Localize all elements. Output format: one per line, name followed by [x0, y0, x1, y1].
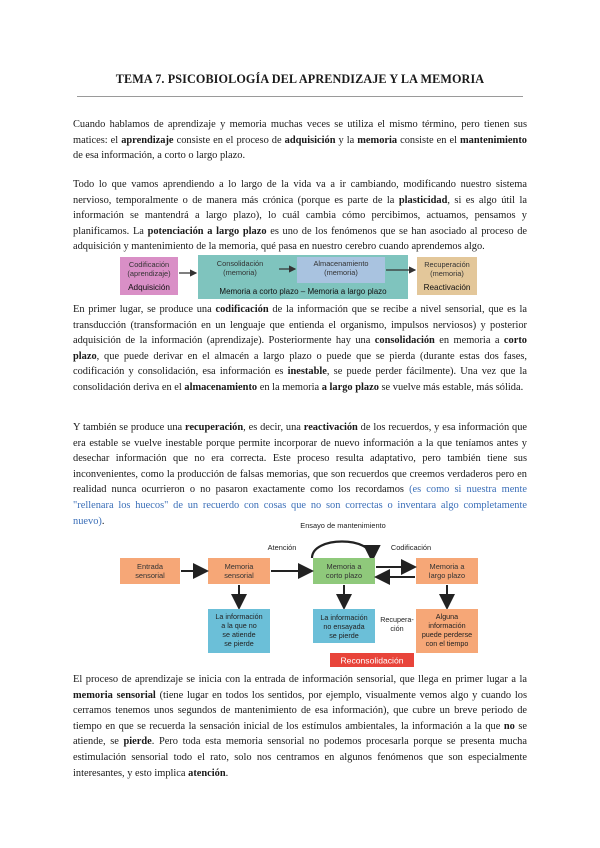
lost2-l3: se pierde: [329, 631, 359, 640]
codificacion2-label: Codificación: [390, 543, 432, 552]
lost2-l1: La información: [320, 613, 368, 622]
memory-stages-diagram: [0, 253, 600, 299]
lost3-l2: información: [428, 621, 466, 630]
ms-label1: Memoria: [224, 562, 254, 571]
lost2-l2: no ensayada: [323, 622, 365, 631]
lost1-l4: se pierde: [224, 639, 254, 648]
consolidacion-memoria-label: (memoria): [223, 268, 257, 277]
paragraph-codificacion: En primer lugar, se produce una codificación de la información que se recibe a nivel sensorial, que es la transducción (transformación en un lenguaje que entienda el organismo, impulsos nerviosos) y posterior adquisición de la información (aprendizaje). Posteriormente hay una consolidación en memoria a corto plazo, que puede derivar en el almacén a largo plazo o puede que se pierda (durante estas dos fases, codificación y consolidación, esa información es inestable, se puede perder fácilmente). Una vez que la consolidación deriva en el almacenamiento en la memoria a largo plazo se vuelve más estable, más sólida.: [73, 304, 528, 393]
recuperacion-label: Recuperación: [424, 260, 470, 269]
mcp-label1: Memoria a: [326, 562, 362, 571]
lost1-l3: se atiende: [222, 630, 256, 639]
mlp-label2: largo plazo: [428, 571, 466, 580]
ensayo-loop-arrow: [312, 542, 372, 559]
paragraph-memoria-sensorial: El proceso de aprendizaje se inicia con la entrada de información sensorial, que llega en primer lugar a la memoria sensorial (tiene lugar en todos los sentidos, por ejemplo, visualmente vemos algo y cuando los cerramos tenemos unos segundos de mantenimiento de esa información), que cubre un breve periodo de tiempo en que se recuerda la sensación inicial de los estímulos ambientales, la información a la que no se atiende, se pierde. Pero toda esta memoria sensorial no podemos procesarla porque se presenta mucha estimulación sensorial todo el rato, solo nos centramos en algunos fenómenos que son especialmente interesantes, y esto implica atención.: [73, 674, 528, 779]
mlp-label1: Memoria a: [429, 562, 465, 571]
lost1-l1: La información: [215, 612, 263, 621]
ensayo-label: Ensayo de mantenimiento: [300, 522, 386, 530]
adquisicion-label: Adquisición: [128, 283, 170, 292]
page-title: TEMA 7. PSICOBIOLOGÍA DEL APRENDIZAJE Y LA MEMORIA: [115, 72, 485, 86]
ms-label2: sensorial: [224, 571, 254, 580]
paragraph-plasticity: Todo lo que vamos aprendiendo a lo largo de la vida va a ir cambiando, modificando nuestro sistema nervioso, temporalmente o de manera más crónica (porque es parte de la plasticidad, si es algo útil la información se mantendrá a largo plazo), lo cuál cambia cómo percibimos, actuamos, pensamos y planificamos. La potenciación a largo plazo es uno de los fenómenos que se han asociado al proceso de adquisición y mantenimiento de la memoria, qué pasa en nuestro cerebro cuando aprendemos algo.: [73, 179, 528, 253]
recuperacion-memoria-label: (memoria): [430, 269, 464, 278]
lost3-l3: puede perderse: [421, 630, 473, 639]
almacenamiento-label: Almacenamiento: [313, 259, 369, 268]
lost3-l4: con el tiempo: [425, 639, 469, 648]
lost1-l2: a la que no: [221, 621, 257, 630]
recuperacion2-l2: ción: [390, 624, 404, 633]
reconsolidacion-label: Reconsolidación: [340, 655, 404, 666]
corto-largo-plazo-label: Memoria a corto plazo – Memoria a largo plazo: [219, 287, 387, 296]
mcp-label2: corto plazo: [325, 571, 363, 580]
codificacion-label: Codificación: [128, 260, 170, 269]
paragraph-recuperacion: Y también se produce una recuperación, es decir, una reactivación de los recuerdos, y esa información que era estable se vuelve inestable porque permite incorporar de nuevo información a la que teníamos antes y desechar información que no era correcta. Este proceso resulta adaptativo, pero también tiene sus inconvenientes, como la producción de falsas memorias, que son recuerdos que creemos verdaderos pero en realidad nunca ocurrieron o no pasaron exactamente como los recordamos (es como si nuestra mente "rellenara los huecos" de un recuerdo con cosas que no son correctas o inventara algo completamente nuevo).: [73, 422, 527, 527]
recuperacion2-l1: Recupera-: [380, 615, 414, 624]
almacenamiento-memoria-label: (memoria): [324, 268, 358, 277]
consolidacion-label: Consolidación: [216, 259, 264, 268]
entrada-label: Entrada: [137, 562, 163, 571]
blue-note: (es como si nuestra mente "rellenara los huecos" de un recuerdo con cosas que no son correctas o inventara algo completamente nuevo): [73, 484, 527, 527]
paragraph-intro: Cuando hablamos de aprendizaje y memoria muchas veces se utiliza el mismo término, pero tienen sus matices: el aprendizaje consiste en el proceso de adquisición y la memoria consiste en el mantenimiento de esa información, a corto o largo plazo.: [73, 119, 527, 162]
atencion-label: Atención: [267, 543, 297, 552]
sensorial-label: sensorial: [135, 571, 165, 580]
title-divider: [77, 96, 523, 97]
memory-model-diagram: [0, 522, 600, 667]
aprendizaje-label: (aprendizaje): [127, 269, 171, 278]
reactivacion-label: Reactivación: [423, 283, 471, 292]
lost3-l1: Alguna: [435, 612, 459, 621]
